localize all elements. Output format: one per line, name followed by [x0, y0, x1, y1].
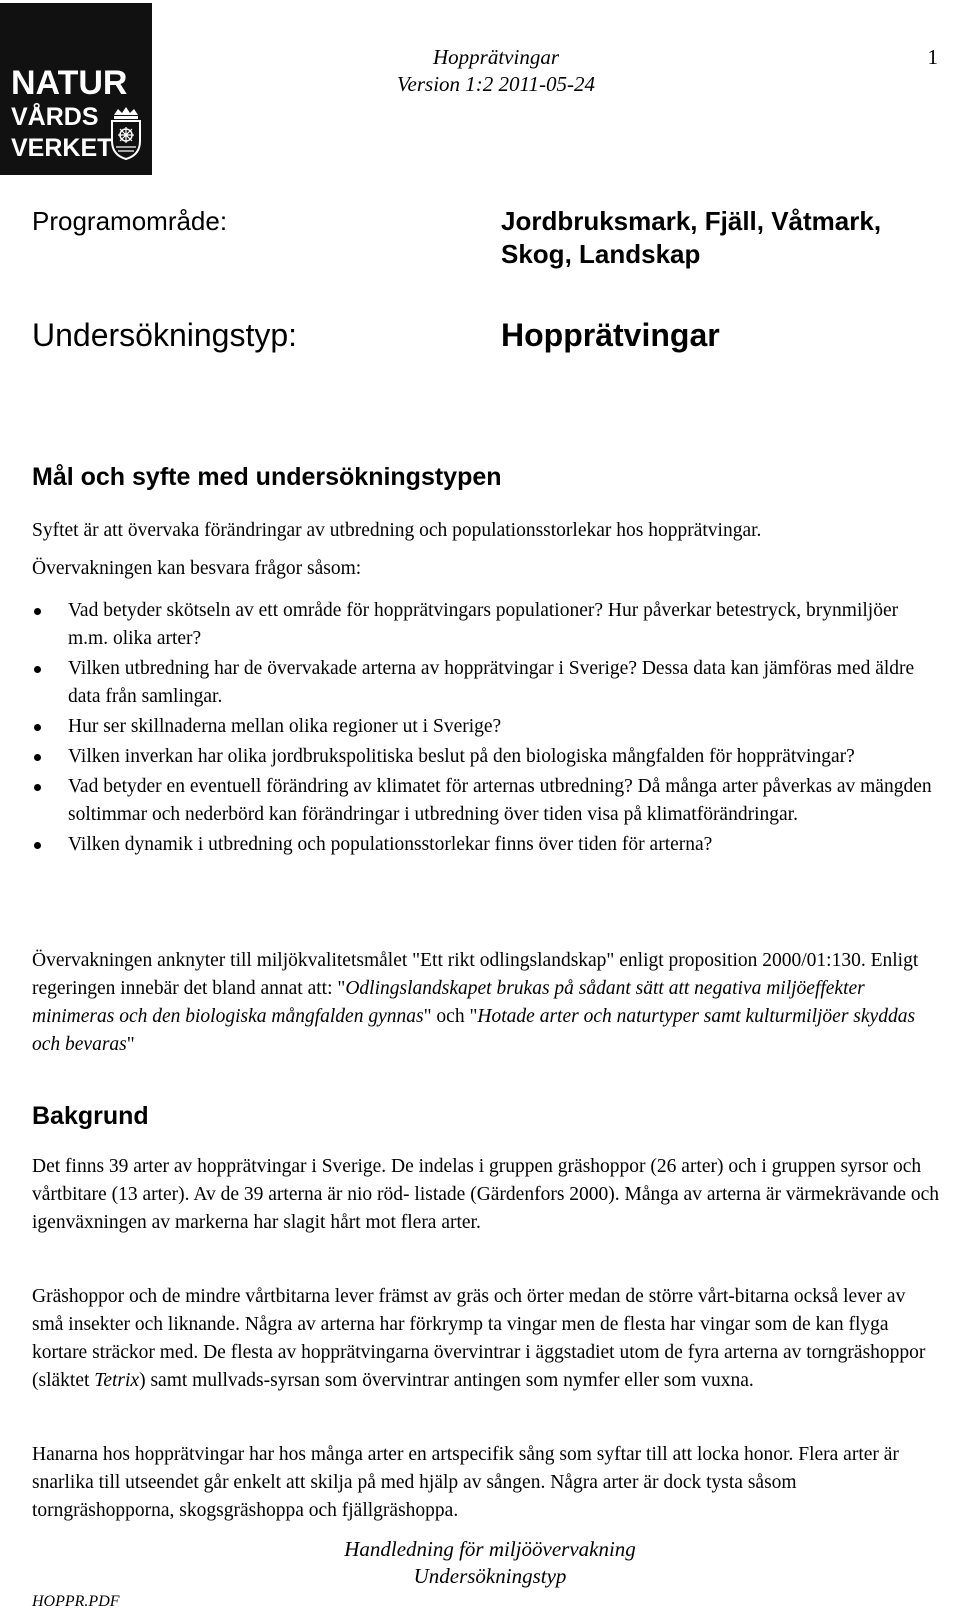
program-label: Programområde: [32, 206, 228, 236]
list-item: Vilken utbredning har de övervakade arterna av hopprätvingar i Sverige? Dessa data kan jämföras med äldre data från samlingar. [32, 655, 940, 711]
bullet-icon [34, 666, 41, 673]
bullet-icon [34, 754, 41, 761]
quote-italic-2: Hotade arter och naturtyper samt kulturmiljöer skyddas och bevaras [32, 1006, 916, 1055]
questions-list [32, 597, 940, 861]
crest-icon [108, 105, 144, 161]
bullet-icon [34, 608, 41, 615]
survey-type-label: Undersökningstyp: [32, 317, 298, 353]
bullet-icon [34, 784, 41, 791]
logo-line-2: VÅRDS [11, 103, 99, 131]
bullet-icon [34, 842, 41, 849]
header-version: Version 1:2 2011-05-24 [397, 72, 595, 96]
footer-line-1: Handledning för miljöövervakning [344, 1537, 636, 1561]
document-header [376, 44, 616, 98]
genus-italic: Tetrix [94, 1370, 140, 1391]
naturvardsverket-logo [0, 3, 152, 175]
list-item: Vilken dynamik i utbredning och populationsstorlekar finns över tiden för arterna? [32, 831, 940, 859]
background-paragraph-1: Det finns 39 arter av hopprätvingar i Sverige. De indelas i gruppen gräshoppor (26 arter) och i gruppen syrsor och vårtbitare (13 arter). Av de 39 arterna är nio röd- listade (Gärdenfors 2000). Många av arterna är värmekrävande och igenväxningen av markerna har slagit hårt mot flera arter. [32, 1156, 940, 1233]
quote-italic-1: Odlingslandskapet brukas på sådant sätt att negativa miljöeffekter minimeras och den biologiska mångfalden gynnas [32, 978, 865, 1027]
list-item: Vad betyder skötseln av ett område för hopprätvingars populationer? Hur påverkar betestryck, brynmiljöer m.m. olika arter? [32, 597, 940, 653]
list-item: Vad betyder en eventuell förändring av klimatet för arternas utbredning? Då många arter påverkas av mängden soltimmar och nederbörd kan förändringar i utbredning över tiden visa på klimatförändringar. [32, 773, 940, 829]
purpose-paragraph: Syftet är att övervaka förändringar av utbredning och populationsstorlekar hos hopprätvingar. [32, 520, 762, 541]
background-paragraph-2: Gräshoppor och de mindre vårtbitarna lever främst av gräs och örter medan de större vårt-bitarna också lever av små insekter och liknande. Några av arterna har förkrymp ta vingar men de flesta har vingar som de kan flyga kortare sträckor med. De flesta av hopprätvingarna övervintrar i äggstadiet utom de fyra arterna av torngräshoppor (släktet Tetrix) samt mullvads-syrsan som övervintrar antingen som nymfer eller som vuxna. [32, 1286, 926, 1391]
header-title: Hopprätvingar [433, 45, 559, 69]
footer [340, 1536, 640, 1590]
program-value: Jordbruksmark, Fjäll, Våtmark, Skog, Landskap [501, 206, 882, 269]
footer-line-2: Undersökningstyp [413, 1564, 567, 1588]
logo-line-1: NATUR [11, 64, 128, 102]
section-heading-purpose: Mål och syfte med undersökningstypen [32, 463, 502, 491]
list-item: Vilken inverkan har olika jordbrukspolitiska beslut på den biologiska mångfalden för hopprätvingar? [32, 743, 940, 771]
file-name: HOPPR.PDF [32, 1593, 120, 1610]
survey-type-value: Hopprätvingar [501, 317, 720, 353]
background-paragraph-3: Hanarna hos hopprätvingar har hos många arter en artspecifik sång som syftar till att locka honor. Flera arter är snarlika till utseendet går enkelt att skilja på med hjälp av sången. Några arter är dock tysta såsom torngräshopporna, skogsgräshoppa och fjällgräshoppa. [32, 1444, 899, 1521]
bullet-icon [34, 724, 41, 731]
list-item: Hur ser skillnaderna mellan olika regioner ut i Sverige? [32, 713, 940, 741]
page-number: 1 [927, 45, 938, 69]
questions-intro: Övervakningen kan besvara frågor såsom: [32, 558, 362, 579]
environmental-goal-paragraph: Övervakningen anknyter till miljökvalitetsmålet "Ett rikt odlingslandskap" enligt proposition 2000/01:130. Enligt regeringen innebär det bland annat att: "Odlingslandskapet brukas på sådant sätt att negativa miljöeffekter minimeras och den biologiska mångfalden gynnas" och "Hotade arter och naturtyper samt kulturmiljöer skyddas och bevaras" [32, 950, 919, 1055]
section-heading-background: Bakgrund [32, 1102, 149, 1130]
logo-line-3: VERKET [11, 134, 113, 162]
